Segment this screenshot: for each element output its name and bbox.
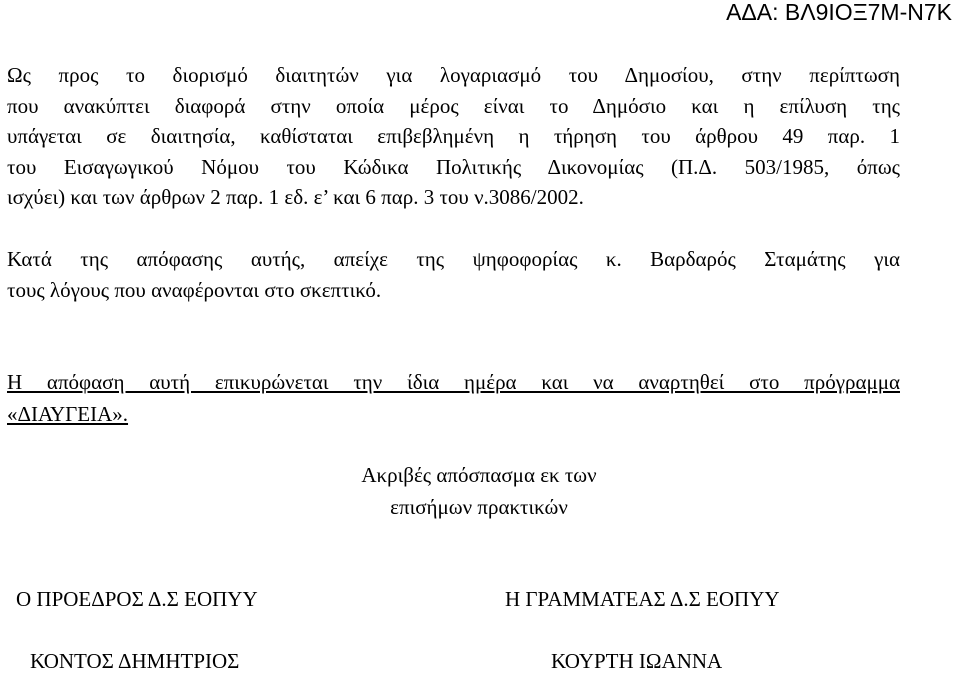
certified-extract	[0, 459, 959, 523]
paragraph-line: ισχύει) και των άρθρων 2 παρ. 1 εδ. ε’ και 6 παρ. 3 του ν.3086/2002.	[7, 185, 584, 209]
certified-line: επισήμων πρακτικών	[390, 495, 568, 519]
paragraph-line: «ΔΙΑΥΓΕΙΑ».	[7, 402, 129, 426]
certified-line: Ακριβές απόσπασμα εκ των	[361, 463, 597, 487]
paragraph-line: υπάγεται σε διαιτησία, καθίσταται επιβεβλημένη η τήρηση του άρθρου 49 παρ. 1	[7, 124, 900, 148]
president-name: ΚΟΝΤΟΣ ΔΗΜΗΤΡΙΟΣ	[30, 649, 240, 673]
paragraph-line: τους λόγους που αναφέρονται στο σκεπτικό.	[7, 277, 382, 302]
paragraph-line: Ως προς το διορισμό διαιτητών για λογαριασμό του Δημοσίου, στην περίπτωση	[7, 63, 900, 87]
paragraph-line: Η απόφαση αυτή επικυρώνεται την ίδια ημέρα και να αναρτηθεί στο πρόγραμμα	[7, 370, 900, 394]
paragraph-line: που ανακύπτει διαφορά στην οποία μέρος είναι το Δημόσιο και η επίλυση της	[7, 93, 900, 118]
paragraph-ratification	[7, 366, 900, 430]
paragraph-line: Κατά της απόφασης αυτής, απείχε της ψηφοφορίας κ. Βαρδαρός Σταμάτης για	[7, 247, 900, 271]
president-title: Ο ΠΡΟΕΔΡΟΣ Δ.Σ ΕΟΠΥΥ	[16, 587, 258, 611]
secretary-title: Η ΓΡΑΜΜΑΤΕΑΣ Δ.Σ ΕΟΠΥΥ	[505, 587, 780, 611]
paragraph-arbitrators	[7, 60, 900, 213]
paragraph-line: του Εισαγωγικού Νόμου του Κώδικα Πολιτικής Δικονομίας (Π.Δ. 503/1985, όπως	[7, 154, 900, 179]
ada-code: ΑΔΑ: ΒΛ9ΙΟΞ7Μ-Ν7Κ	[726, 0, 952, 25]
secretary-name: ΚΟΥΡΤΗ ΙΩΑΝΝΑ	[551, 649, 723, 673]
paragraph-abstention	[7, 244, 900, 305]
